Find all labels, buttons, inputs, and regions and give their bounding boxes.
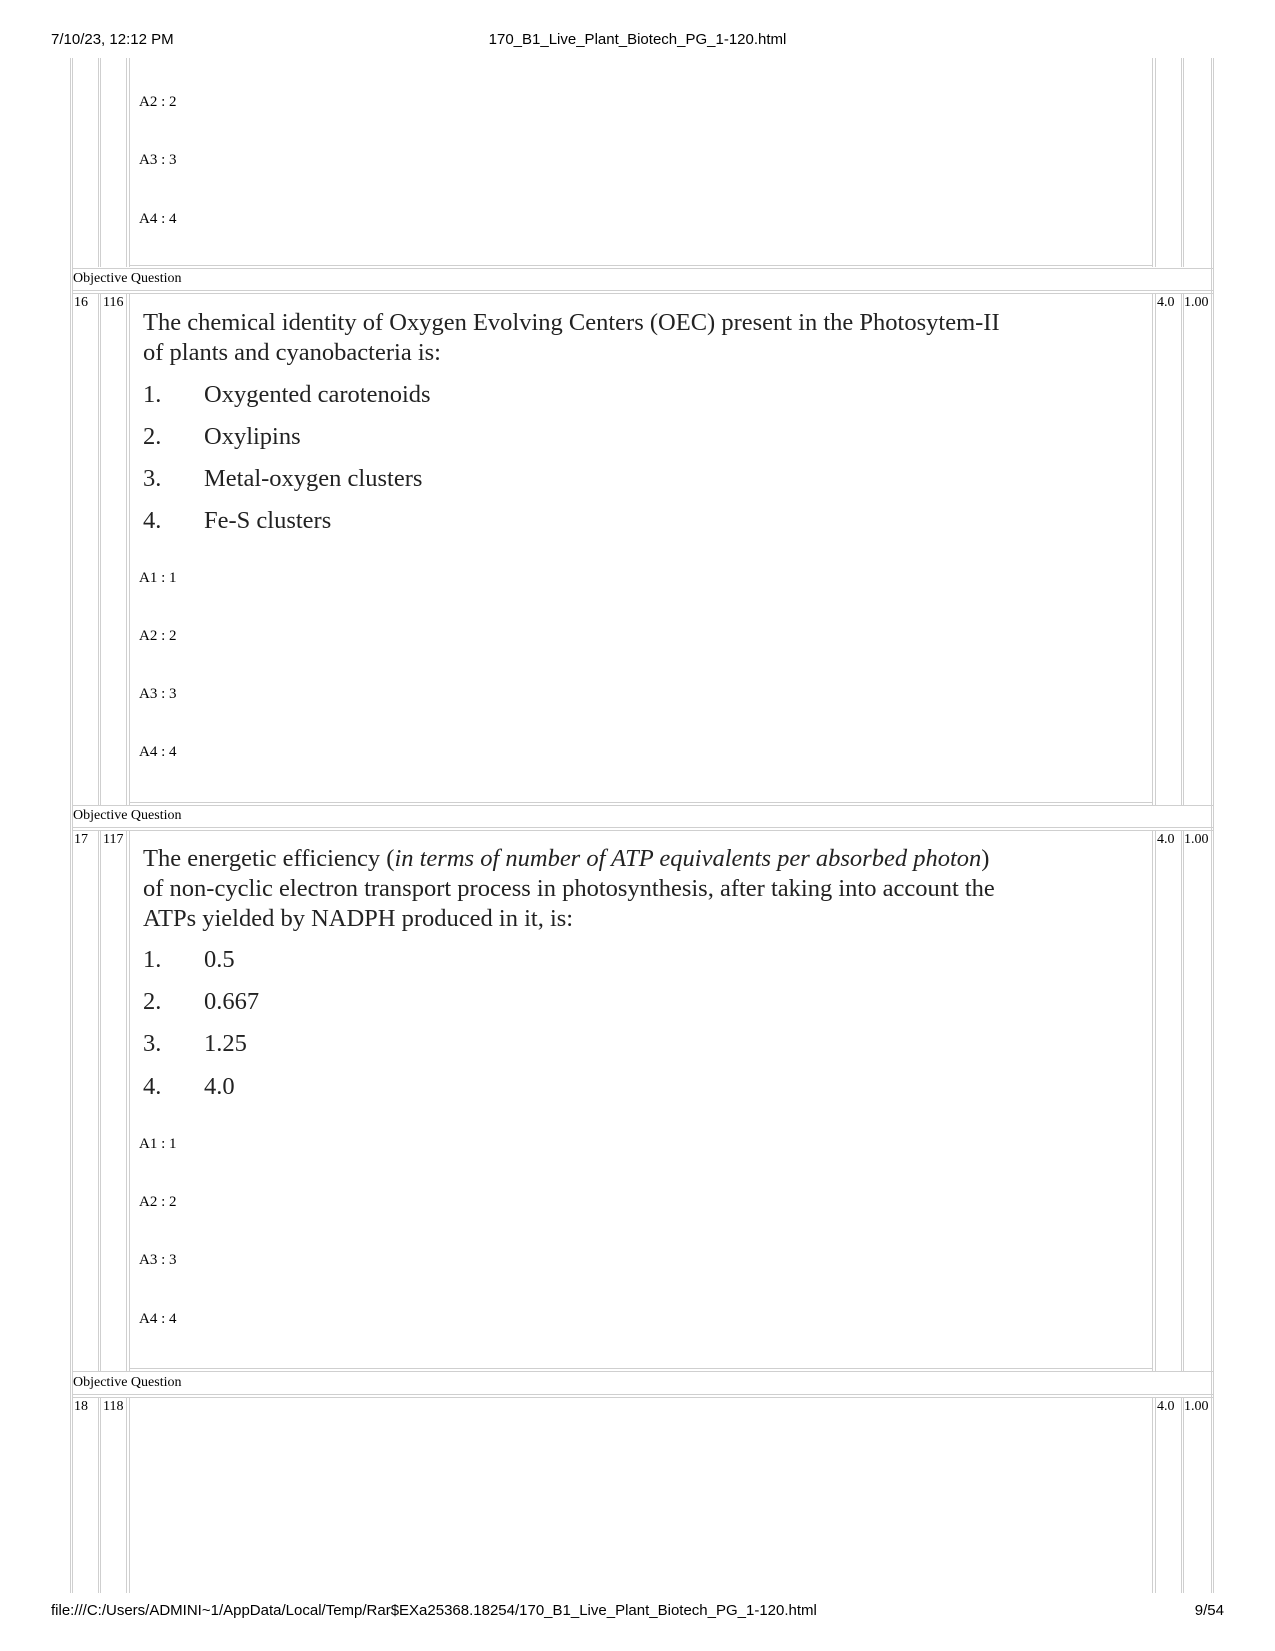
- answer-option: A4 : 4: [139, 211, 177, 227]
- marks: 4.0: [1157, 832, 1175, 847]
- answer-option: A1 : 1: [139, 1136, 177, 1152]
- marks: 4.0: [1157, 295, 1175, 310]
- question-text: [143, 844, 1083, 934]
- answer-option: A3 : 3: [139, 686, 177, 702]
- answer-option: A2 : 2: [139, 628, 177, 644]
- question-text-line: of non-cyclic electron transport process in photosynthesis, after taking into account the: [143, 875, 995, 902]
- answer-option: A3 : 3: [139, 1252, 177, 1268]
- answer-option: A4 : 4: [139, 1311, 177, 1327]
- serial-number: 18: [74, 1399, 88, 1414]
- option-4: [143, 1073, 235, 1101]
- option-1: [143, 381, 431, 409]
- question-text-line: ATPs yielded by NADPH produced in it, is:: [143, 905, 574, 932]
- option-text: Fe-S clusters: [204, 507, 332, 534]
- option-4: [143, 507, 331, 535]
- question-text-line: of plants and cyanobacteria is:: [143, 339, 441, 366]
- question-id: 118: [103, 1399, 124, 1414]
- answer-option: A2 : 2: [139, 94, 177, 110]
- option-number: 2.: [143, 423, 162, 450]
- option-text: Oxygented carotenoids: [204, 381, 431, 408]
- answer-option: A2 : 2: [139, 1194, 177, 1210]
- negative-marks: 1.00: [1184, 295, 1209, 310]
- option-number: 1.: [143, 946, 162, 973]
- serial-number: 17: [74, 832, 88, 847]
- question-type-label: Objective Question: [73, 1375, 182, 1390]
- option-number: 3.: [143, 465, 162, 492]
- option-text: Metal-oxygen clusters: [204, 465, 423, 492]
- option-number: 2.: [143, 988, 162, 1015]
- page-number: 9/54: [1194, 1602, 1224, 1619]
- document-title: 170_B1_Live_Plant_Biotech_PG_1-120.html: [488, 31, 787, 48]
- option-number: 4.: [143, 1073, 162, 1100]
- option-number: 4.: [143, 507, 162, 534]
- print-datetime: 7/10/23, 12:12 PM: [51, 31, 174, 48]
- negative-marks: 1.00: [1184, 1399, 1209, 1414]
- option-text: 0.5: [204, 946, 235, 973]
- option-3: [143, 465, 422, 493]
- option-2: [143, 988, 259, 1016]
- answer-option: A4 : 4: [139, 744, 177, 760]
- answer-option: A1 : 1: [139, 570, 177, 586]
- question-text-line: The energetic efficiency (in terms of number of ATP equivalents per absorbed photon): [143, 845, 990, 872]
- question-type-label: Objective Question: [73, 808, 182, 823]
- option-text: 4.0: [204, 1073, 235, 1100]
- option-text: Oxylipins: [204, 423, 301, 450]
- answer-option: A3 : 3: [139, 152, 177, 168]
- question-id: 117: [103, 832, 124, 847]
- option-text: 1.25: [204, 1030, 247, 1057]
- question-text-line: The chemical identity of Oxygen Evolving Centers (OEC) present in the Photosytem-II: [143, 309, 1000, 336]
- marks: 4.0: [1157, 1399, 1175, 1414]
- option-text: 0.667: [204, 988, 260, 1015]
- option-number: 1.: [143, 381, 162, 408]
- option-3: [143, 1030, 247, 1058]
- serial-number: 16: [74, 295, 88, 310]
- file-path: file:///C:/Users/ADMINI~1/AppData/Local/Temp/Rar$EXa25368.18254/170_B1_Live_Plant_Biotech_PG_1-120.html: [51, 1602, 817, 1619]
- option-number: 3.: [143, 1030, 162, 1057]
- question-text: [143, 308, 1083, 368]
- question-type-label: Objective Question: [73, 271, 182, 286]
- option-2: [143, 423, 301, 451]
- question-id: 116: [103, 295, 124, 310]
- option-1: [143, 946, 235, 974]
- negative-marks: 1.00: [1184, 832, 1209, 847]
